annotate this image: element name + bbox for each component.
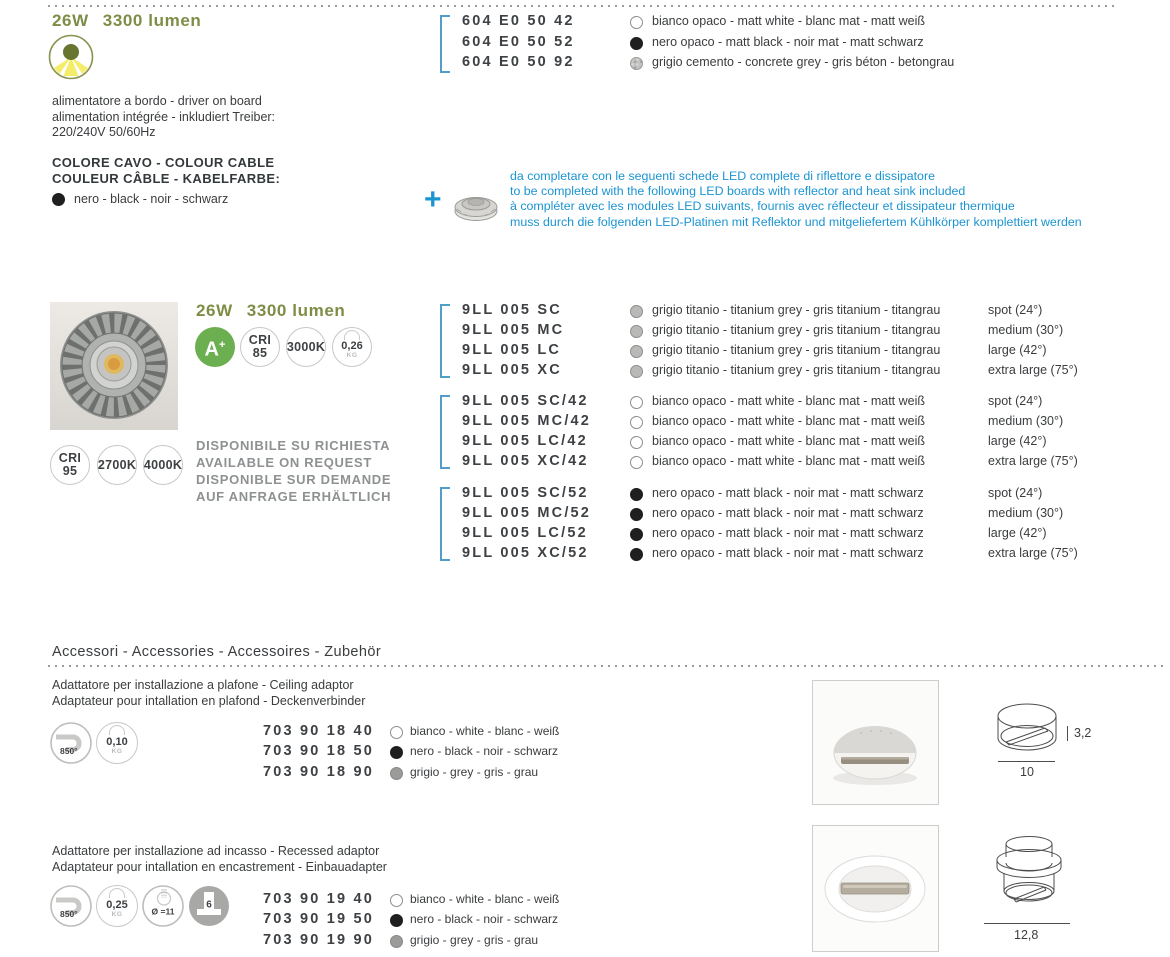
product-code: 703 90 19 40	[263, 891, 375, 907]
swatch-black	[630, 508, 643, 521]
product-code: 703 90 18 50	[263, 743, 375, 759]
finish-label: grigio cemento - concrete grey - gris béton - betongrau	[652, 55, 955, 69]
code-row	[440, 453, 1150, 473]
beam-angle: spot (24°)	[988, 394, 1043, 408]
ceiling-title-line-2: Adaptateur pour intallation en plafond - Deckenverbinder	[52, 693, 366, 708]
cct-value: 3000K	[286, 339, 326, 354]
glow-wire-850-icon	[50, 885, 92, 927]
code-row	[440, 545, 1150, 565]
recessed-title-line-1: Adattatore per installazione ad incasso - Recessed adaptor	[52, 844, 380, 858]
driver-line-3: 220/240V 50/60Hz	[52, 125, 156, 139]
weight-value: 0,25	[106, 899, 128, 911]
energy-letter: A	[204, 338, 219, 361]
swatch-black	[390, 746, 403, 759]
code-row	[440, 485, 1150, 505]
product-code: 703 90 19 50	[263, 911, 375, 927]
cri-85-badge	[240, 327, 280, 367]
recessed-width-dim: 12,8	[1014, 928, 1039, 942]
swatch-titanium-grey	[630, 345, 643, 358]
weight-unit: KG	[346, 352, 358, 359]
beam-angle: medium (30°)	[988, 323, 1064, 337]
weight-unit: KG	[111, 748, 123, 755]
led-board-group-black	[440, 485, 1150, 565]
swatch-black	[630, 488, 643, 501]
code-row	[440, 393, 1150, 413]
finish-label: grigio titanio - titanium grey - gris titanium - titangrau	[652, 343, 941, 357]
code-row	[440, 525, 1150, 545]
cct-4000k-badge	[143, 445, 183, 485]
swatch-grey	[390, 935, 403, 948]
swatch-white	[630, 396, 643, 409]
recess-depth-icon	[188, 885, 230, 927]
glow-wire-value: 850°	[60, 909, 78, 919]
beam-angle: medium (30°)	[988, 414, 1064, 428]
cct-value: 2700K	[97, 457, 137, 472]
weight-025-badge	[96, 885, 138, 927]
led-board-group-white	[440, 393, 1150, 473]
driver-line-1: alimentatore a bordo - driver on board	[52, 94, 262, 108]
finish-label: nero opaco - matt black - noir mat - matt schwarz	[652, 546, 924, 560]
product-code: 9LL 005 SC	[462, 302, 562, 318]
note-line-it: da completare con le seguenti schede LED complete di riflettore e dissipatore	[510, 169, 935, 183]
finish-label: nero - black - noir - schwarz	[410, 744, 559, 758]
swatch-white	[630, 416, 643, 429]
swatch-white	[390, 726, 403, 739]
beam-angle: extra large (75°)	[988, 546, 1078, 560]
glow-wire-850-icon	[50, 722, 92, 764]
energy-plus: +	[219, 338, 226, 351]
led-power-heading	[196, 301, 345, 321]
finish-label: grigio titanio - titanium grey - gris titanium - titangrau	[652, 363, 941, 377]
finish-label: bianco opaco - matt white - blanc mat - matt weiß	[652, 14, 926, 28]
swatch-white	[630, 16, 643, 29]
swatch-titanium-grey	[630, 365, 643, 378]
weight-handle-icon	[109, 888, 125, 898]
beam-angle: spot (24°)	[988, 486, 1043, 500]
weight-badge	[332, 327, 372, 367]
code-row	[440, 302, 1150, 322]
finish-label: bianco opaco - matt white - blanc mat - matt weiß	[652, 454, 926, 468]
top-dotted-rule	[48, 5, 1115, 7]
weight-010-badge	[96, 722, 138, 764]
beam-angle: large (42°)	[988, 343, 1047, 357]
finish-label: nero opaco - matt black - noir mat - matt schwarz	[652, 35, 924, 49]
product-code: 703 90 18 90	[263, 764, 375, 780]
product-code: 604 E0 50 52	[462, 34, 575, 50]
product-code: 9LL 005 LC/52	[462, 525, 588, 541]
finish-label: bianco opaco - matt white - blanc mat - matt weiß	[652, 394, 926, 408]
code-row	[440, 505, 1150, 525]
code-row	[440, 433, 1150, 453]
swatch-black	[630, 528, 643, 541]
product-code: 604 E0 50 42	[462, 13, 575, 29]
weight-value: 0,10	[106, 736, 128, 748]
weight-handle-icon	[109, 725, 125, 735]
driver-line-2: alimentation intégrée - inkludiert Treiber:	[52, 109, 276, 124]
swatch-concrete-grey	[630, 57, 643, 70]
led-board-group-titanium	[440, 302, 1150, 382]
cri-value: 85	[252, 346, 268, 360]
ceiling-title-line-1: Adattatore per installazione a plafone - Ceiling adaptor	[52, 678, 354, 692]
cable-colour-heading	[52, 155, 280, 187]
cri-95-badge	[50, 445, 90, 485]
product-codes-604	[440, 13, 1150, 75]
finish-label: bianco - white - blanc - weiß	[410, 892, 560, 906]
swatch-black	[630, 37, 643, 50]
beam-angle: large (42°)	[988, 434, 1047, 448]
lumen-value: 3300 lumen	[102, 11, 202, 30]
beam-angle: large (42°)	[988, 526, 1047, 540]
ceiling-adaptor-drawing	[995, 702, 1061, 760]
product-power-heading	[52, 11, 201, 31]
request-line-fr: DISPONIBLE SUR DEMANDE	[196, 472, 392, 487]
swatch-white	[630, 436, 643, 449]
finish-label: bianco - white - blanc - weiß	[410, 724, 560, 738]
code-row	[440, 342, 1150, 362]
request-line-en: AVAILABLE ON REQUEST	[196, 455, 373, 470]
swatch-titanium-grey	[630, 325, 643, 338]
request-line-de: AUF ANFRAGE ERHÄLTLICH	[196, 489, 392, 504]
product-code: 9LL 005 MC/42	[462, 413, 592, 429]
power-value: 26W	[196, 301, 233, 320]
recessed-adaptor-title	[52, 844, 387, 875]
led-board-thumbnail	[451, 184, 501, 224]
finish-label: nero - black - noir - schwarz	[410, 912, 559, 926]
cable-colour-line-2: COULEUR CÂBLE - KABELFARBE:	[52, 171, 281, 186]
dim-line	[998, 761, 1055, 762]
cct-2700k-badge	[97, 445, 137, 485]
available-on-request	[196, 437, 391, 505]
finish-label: nero opaco - matt black - noir mat - matt schwarz	[652, 486, 924, 500]
lumen-value: 3300 lumen	[246, 301, 346, 320]
finish-label: grigio - grey - gris - grau	[410, 933, 539, 947]
beam-angle: extra large (75°)	[988, 454, 1078, 468]
code-row	[440, 13, 1150, 33]
product-code: 9LL 005 SC/42	[462, 393, 589, 409]
code-row	[440, 34, 1150, 54]
cct-value: 4000K	[143, 457, 183, 472]
note-line-de: muss durch die folgenden LED-Platinen mit Reflektor und mitgeliefertem Kühlkörper komplettiert werden	[510, 214, 1082, 229]
swatch-black	[630, 548, 643, 561]
finish-label: grigio titanio - titanium grey - gris titanium - titangrau	[652, 323, 941, 337]
dim-line	[984, 923, 1070, 924]
ceiling-adaptor-photo	[812, 680, 939, 805]
code-row	[440, 322, 1150, 342]
product-code: 9LL 005 LC	[462, 342, 562, 358]
weight-unit: KG	[111, 911, 123, 918]
recess-depth-value: 6	[206, 899, 212, 911]
swatch-black	[390, 914, 403, 927]
weight-handle-icon	[344, 330, 360, 340]
note-line-fr: à compléter avec les modules LED suivants, fournis avec réflecteur et dissipateur thermique	[510, 199, 1015, 214]
product-code: 703 90 18 40	[263, 723, 375, 739]
cable-finish-label: nero - black - noir - schwarz	[74, 192, 229, 206]
product-code: 9LL 005 XC/52	[462, 545, 589, 561]
product-code: 9LL 005 MC/52	[462, 505, 592, 521]
cri-label: CRI	[248, 333, 272, 347]
cri-value: 95	[62, 464, 78, 478]
finish-label: nero opaco - matt black - noir mat - matt schwarz	[652, 526, 924, 540]
cable-colour-line-1: COLORE CAVO - COLOUR CABLE	[52, 155, 275, 170]
product-code: 604 E0 50 92	[462, 54, 575, 70]
swatch-white	[390, 894, 403, 907]
note-line-en: to be completed with the following LED boards with reflector and heat sink included	[510, 184, 966, 199]
swatch-white	[630, 456, 643, 469]
dim-tick	[1067, 726, 1068, 741]
weight-value: 0,26	[341, 340, 363, 352]
product-code: 703 90 19 90	[263, 932, 375, 948]
code-row	[440, 362, 1150, 382]
product-code: 9LL 005 XC/42	[462, 453, 589, 469]
finish-label: grigio titanio - titanium grey - gris titanium - titangrau	[652, 303, 941, 317]
power-value: 26W	[52, 11, 89, 30]
product-code: 9LL 005 MC	[462, 322, 565, 338]
accessories-heading: Accessori - Accessories - Accessoires - Zubehör	[52, 644, 382, 660]
swatch-black	[52, 193, 65, 206]
driver-info	[52, 94, 275, 141]
accessories-dotted-rule	[48, 665, 1168, 667]
ceiling-height-dim: 3,2	[1074, 726, 1092, 740]
code-row	[440, 413, 1150, 433]
finish-label: grigio - grey - gris - grau	[410, 765, 539, 779]
product-code: 9LL 005 LC/42	[462, 433, 588, 449]
led-board-note	[510, 169, 1082, 230]
finish-label: bianco opaco - matt white - blanc mat - matt weiß	[652, 414, 926, 428]
finish-label: nero opaco - matt black - noir mat - matt schwarz	[652, 506, 924, 520]
swatch-titanium-grey	[630, 305, 643, 318]
plus-icon: +	[424, 183, 442, 216]
recessed-adaptor-photo	[812, 825, 939, 952]
product-code: 9LL 005 XC	[462, 362, 562, 378]
finish-label: bianco opaco - matt white - blanc mat - matt weiß	[652, 434, 926, 448]
swatch-grey	[390, 767, 403, 780]
recessed-title-line-2: Adaptateur pour intallation en encastrement - Einbauadapter	[52, 859, 387, 874]
cri-label: CRI	[58, 451, 82, 465]
beam-angle: medium (30°)	[988, 506, 1064, 520]
product-code: 9LL 005 SC/52	[462, 485, 589, 501]
glow-wire-value: 850°	[60, 746, 78, 756]
ceiling-width-dim: 10	[1020, 765, 1034, 779]
ceiling-adaptor-title	[52, 678, 365, 709]
code-row	[440, 54, 1150, 74]
recessed-adaptor-drawing	[986, 833, 1072, 921]
beam-angle: spot (24°)	[988, 303, 1043, 317]
hole-diameter-icon	[142, 885, 184, 927]
driver-on-board-icon	[47, 33, 95, 81]
beam-angle: extra large (75°)	[988, 363, 1078, 377]
request-line-it: DISPONIBILE SU RICHIESTA	[196, 438, 391, 453]
cct-3000k-badge	[286, 327, 326, 367]
led-module-photo	[50, 302, 178, 430]
hole-diameter-value: Ø =11	[151, 906, 175, 917]
energy-class-badge	[195, 327, 235, 367]
